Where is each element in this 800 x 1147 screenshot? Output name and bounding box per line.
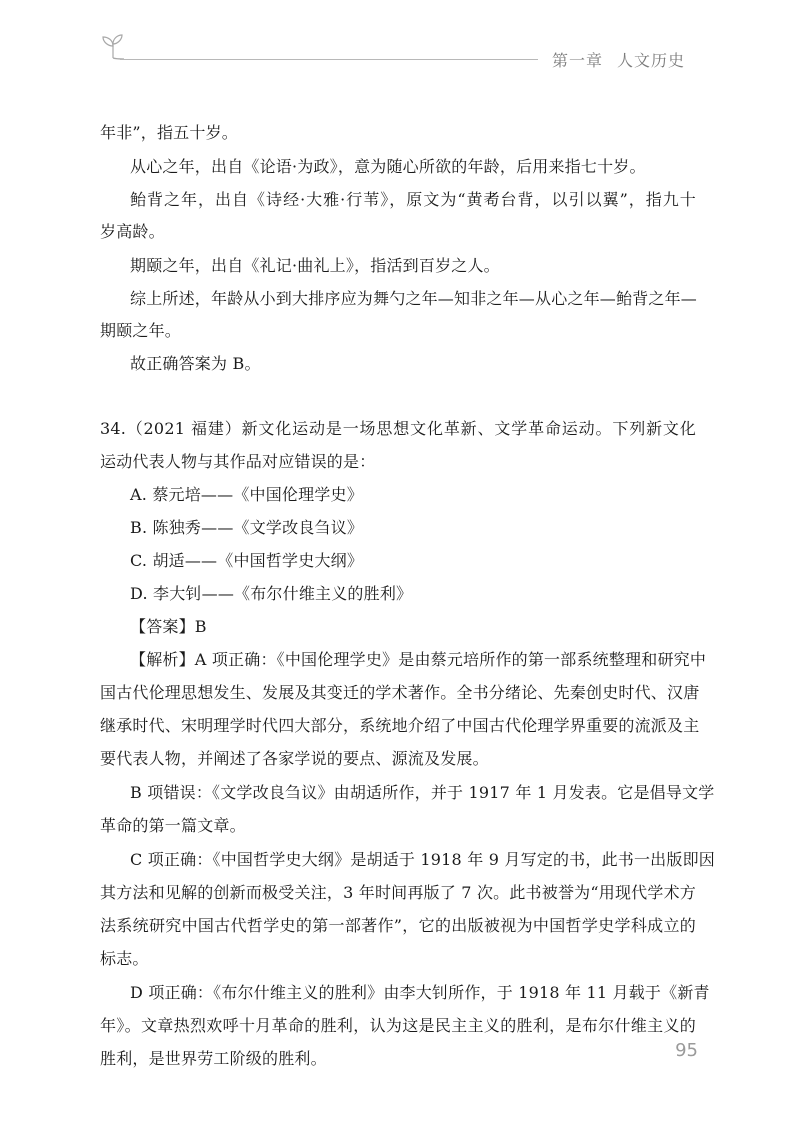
text-line: 期颐之年。 bbox=[100, 321, 182, 340]
analysis-line: 国古代伦理思想发生、发展及其变迁的学术著作。全书分绪论、先秦创史时代、汉唐 bbox=[100, 683, 700, 702]
question-stem: 34.（2021 福建）新文化运动是一场思想文化革新、文学革命运动。下列新文化 bbox=[100, 419, 696, 438]
option-d: D. 李大钊——《布尔什维主义的胜利》 bbox=[130, 584, 413, 603]
analysis-line: 革命的第一篇文章。 bbox=[100, 816, 246, 835]
chapter-name: 人文历史 bbox=[617, 51, 686, 70]
question-stem: 运动代表人物与其作品对应错误的是： bbox=[100, 452, 376, 471]
analysis-line: 胜利，是世界劳工阶级的胜利。 bbox=[100, 1049, 327, 1068]
text-line: 鲐背之年，出自《诗经·大雅·行苇》，原文为“黄耇台背，以引以翼”，指九十 bbox=[130, 190, 696, 209]
chapter-number: 第一章 bbox=[552, 51, 604, 70]
analysis-line: B 项错误：《文学改良刍议》由胡适所作，并于 1917 年 1 月发表。它是倡导文学 bbox=[130, 783, 715, 802]
text-line: 岁高龄。 bbox=[100, 222, 165, 241]
option-a: A. 蔡元培——《中国伦理学史》 bbox=[130, 485, 363, 504]
header-rule bbox=[120, 59, 538, 60]
page-number: 95 bbox=[675, 1040, 698, 1061]
running-header bbox=[0, 0, 800, 90]
analysis-line: 继承时代、宋明理学时代四大部分，系统地介绍了中国古代伦理学界重要的流派及主 bbox=[100, 716, 700, 735]
text-line: 从心之年，出自《论语·为政》，意为随心所欲的年龄，后用来指七十岁。 bbox=[130, 157, 646, 176]
analysis-line: 其方法和见解的创新而极受关注，3 年时间再版了 7 次。此书被誉为“用现代学术方 bbox=[100, 883, 696, 902]
analysis-line: 法系统研究中国古代哲学史的第一部著作”，它的出版被视为中国哲学史学科成立的 bbox=[100, 916, 696, 935]
analysis-line: 年》。文章热烈欢呼十月革命的胜利，认为这是民主主义的胜利，是布尔什维主义的 bbox=[100, 1016, 696, 1035]
answer: 【答案】B bbox=[130, 617, 207, 636]
option-b: B. 陈独秀——《文学改良刍议》 bbox=[130, 518, 364, 537]
text-line: 故正确答案为 B。 bbox=[130, 354, 261, 373]
analysis-line: C 项正确：《中国哲学史大纲》是胡适于 1918 年 9 月写定的书，此书一出版即因 bbox=[130, 850, 715, 869]
analysis-line: D 项正确：《布尔什维主义的胜利》由李大钊所作，于 1918 年 11 月载于《新青 bbox=[130, 983, 710, 1002]
analysis-line: 标志。 bbox=[100, 949, 149, 968]
text-line: 年非”，指五十岁。 bbox=[100, 123, 238, 142]
analysis-line: 要代表人物，并阐述了各家学说的要点、源流及发展。 bbox=[100, 749, 489, 768]
text-line: 综上所述，年龄从小到大排序应为舞勺之年—知非之年—从心之年—鲐背之年— bbox=[130, 289, 698, 308]
text-line: 期颐之年，出自《礼记·曲礼上》，指活到百岁之人。 bbox=[130, 256, 500, 275]
chapter-title bbox=[552, 48, 712, 71]
analysis-line: 【解析】A 项正确：《中国伦理学史》是由蔡元培所作的第一部系统整理和研究中 bbox=[130, 650, 707, 669]
option-c: C. 胡适——《中国哲学史大纲》 bbox=[130, 551, 364, 570]
